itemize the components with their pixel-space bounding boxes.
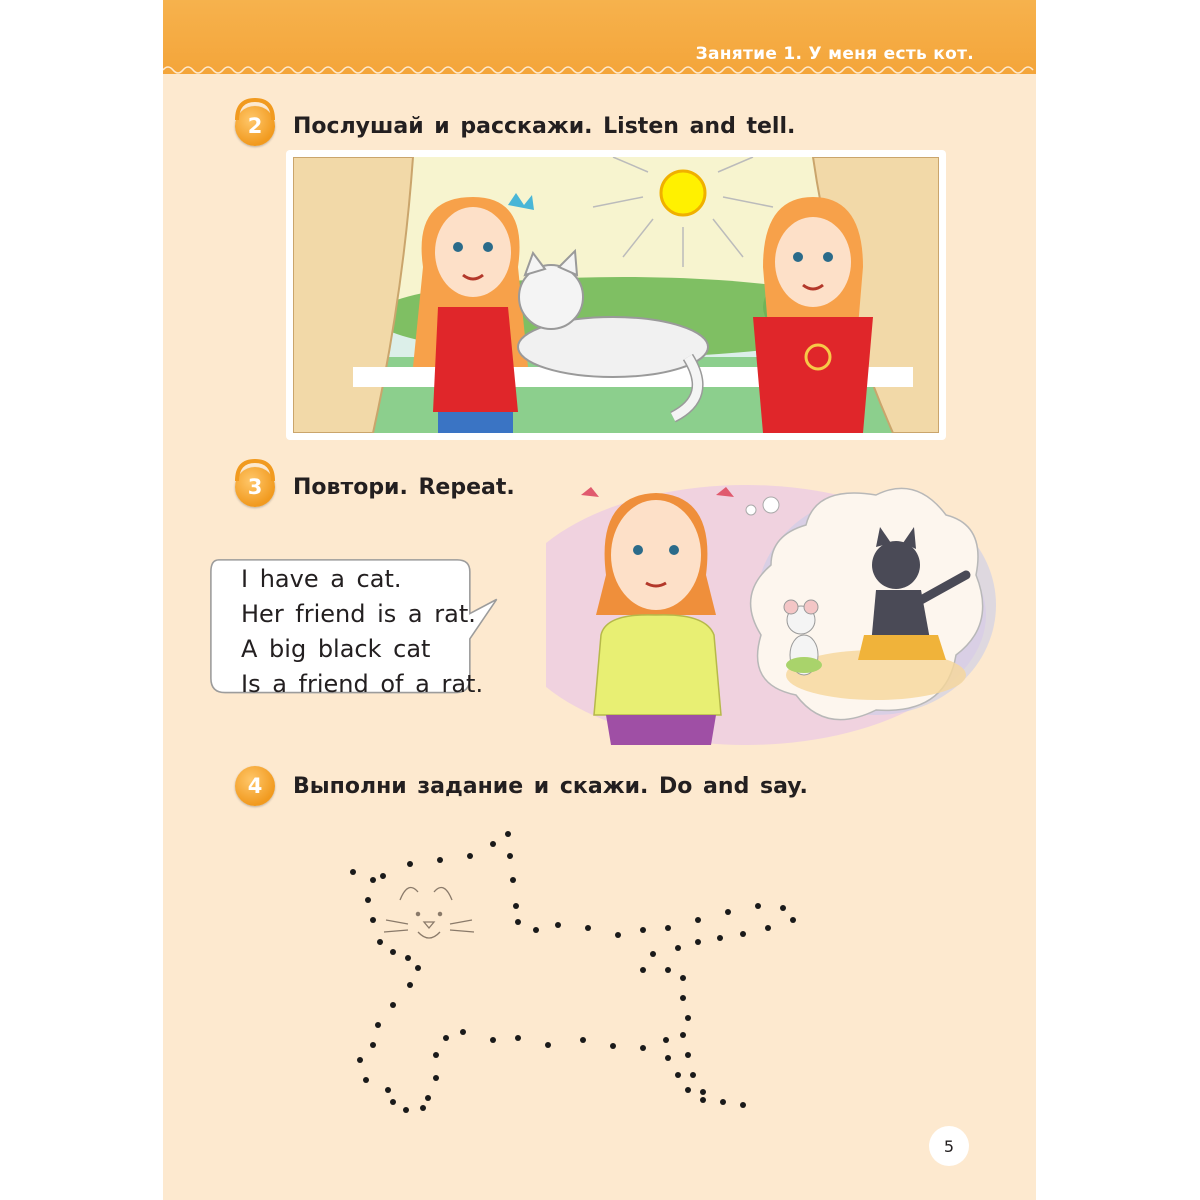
dot [510,877,516,883]
dot [370,877,376,883]
dot [407,982,413,988]
task-4-heading [235,766,808,806]
dot [380,873,386,879]
dot [680,1032,686,1038]
task-instruction: Выполни задание и скажи. Do and say. [293,773,808,799]
dot [533,927,539,933]
dot [433,1052,439,1058]
dot [437,857,443,863]
dot [350,869,356,875]
dot [443,1035,449,1041]
illustration-girls-with-cat [286,150,946,440]
dot [650,951,656,957]
dot [680,995,686,1001]
dot-path [350,831,796,1113]
task-2-heading [235,106,795,146]
header-wave-border [163,64,1036,76]
dot [425,1095,431,1101]
header-band [163,0,1036,74]
dot [610,1043,616,1049]
dot [403,1107,409,1113]
dot [513,903,519,909]
dot [460,1029,466,1035]
dot [515,919,521,925]
dot [585,925,591,931]
task-3-heading [235,467,515,507]
dot [363,1077,369,1083]
dot [665,967,671,973]
dot [685,1015,691,1021]
task-number-badge [235,106,275,146]
task-number-badge [235,766,275,806]
rhyme-line: Is a friend of a rat. [241,670,484,698]
dot [420,1105,426,1111]
dot [405,955,411,961]
dot [640,927,646,933]
dot [615,932,621,938]
dot [740,1102,746,1108]
dot [545,1042,551,1048]
cat-face-sketch [384,888,474,939]
dot [357,1057,363,1063]
dot [505,831,511,837]
task-instruction: Послушай и расскажи. Listen and tell. [293,113,796,139]
dot [780,905,786,911]
dot [765,925,771,931]
dot [370,1042,376,1048]
dot [695,939,701,945]
dot [370,917,376,923]
dot [640,967,646,973]
rhyme-line: Her friend is a rat. [241,600,476,628]
dot [685,1052,691,1058]
task-number: 4 [247,774,263,798]
dot [695,917,701,923]
task-number: 2 [247,114,263,138]
connect-the-dots-cat [348,820,908,1120]
dot [675,1072,681,1078]
dot [407,861,413,867]
dot [640,1045,646,1051]
dot [663,1037,669,1043]
page-number: 5 [929,1126,969,1166]
dot [390,949,396,955]
dot [415,965,421,971]
dot [377,939,383,945]
task-number: 3 [247,475,263,499]
dot [700,1089,706,1095]
dot [390,1002,396,1008]
girl-right [753,197,873,433]
dot [665,1055,671,1061]
dot [490,841,496,847]
dot [740,931,746,937]
dot [555,922,561,928]
dot [685,1087,691,1093]
rhyme-text [241,562,483,702]
rhyme-line: I have a cat. [241,565,402,593]
girl-thinking-picture [546,465,996,755]
dot [467,853,473,859]
dot [720,1099,726,1105]
dot [725,909,731,915]
dot [700,1097,706,1103]
task-number-badge [235,467,275,507]
dot [390,1099,396,1105]
rhyme-line: A big black cat [241,635,431,663]
dot [365,897,371,903]
dot [690,1072,696,1078]
workbook-page [163,0,1036,1200]
dot [717,935,723,941]
girls-with-cat-picture [293,157,939,433]
dot [375,1022,381,1028]
dot [580,1037,586,1043]
dot [385,1087,391,1093]
dot [433,1075,439,1081]
dot [490,1037,496,1043]
dot [665,925,671,931]
dot [755,903,761,909]
dot [790,917,796,923]
dot [507,853,513,859]
dot [675,945,681,951]
task-instruction: Повтори. Repeat. [293,474,515,500]
dot [515,1035,521,1041]
lesson-title: Занятие 1. У меня есть кот. [695,44,974,64]
dot [680,975,686,981]
